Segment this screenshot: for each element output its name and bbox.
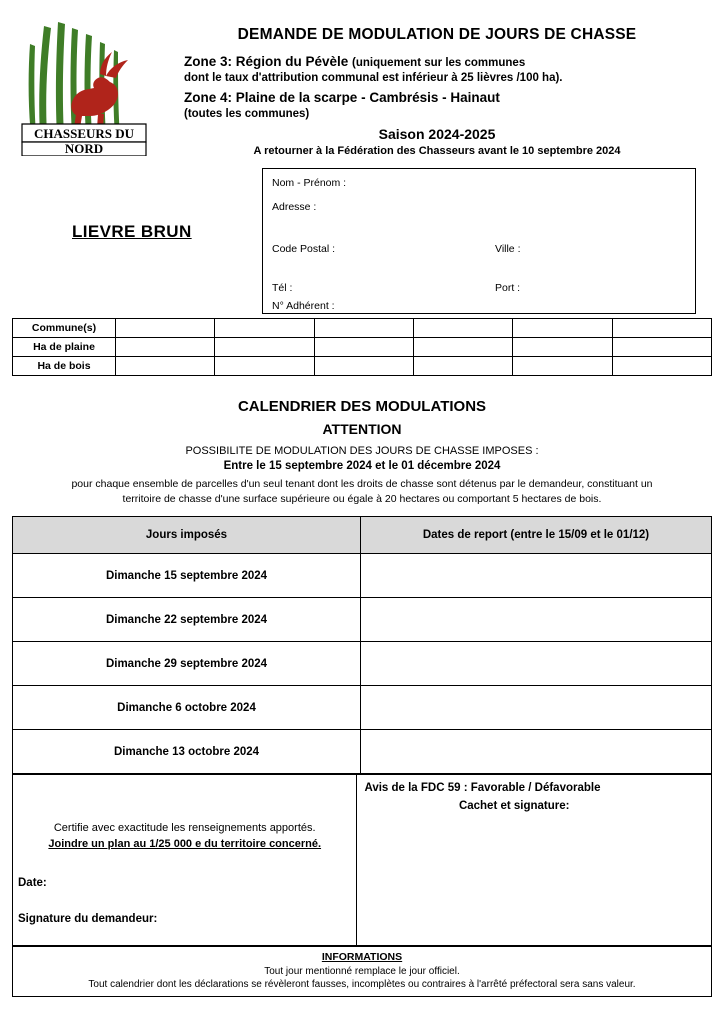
column-header-jours-imposes: Jours imposés — [13, 517, 361, 554]
ha-plaine-cell[interactable] — [314, 338, 413, 357]
date-field-label[interactable]: Date: — [18, 877, 47, 890]
column-header-dates-report: Dates de report (entre le 15/09 et le 01/12) — [361, 517, 712, 554]
imposed-day-cell: Dimanche 13 octobre 2024 — [13, 730, 361, 774]
commune-table — [12, 318, 712, 376]
imposed-day-cell: Dimanche 6 octobre 2024 — [13, 686, 361, 730]
informations-cell — [13, 947, 712, 997]
table-row — [13, 554, 712, 598]
certifie-text: Certifie avec exactitude les renseignements apportés. — [53, 822, 316, 835]
signature-right-cell[interactable] — [357, 775, 712, 946]
ha-plaine-cell[interactable] — [612, 338, 711, 357]
signature-demandeur-label[interactable]: Signature du demandeur: — [18, 913, 158, 926]
imposed-day-cell: Dimanche 29 septembre 2024 — [13, 642, 361, 686]
commune-cell[interactable] — [215, 319, 314, 338]
table-row-ha-bois — [13, 357, 712, 376]
report-date-cell[interactable] — [361, 686, 712, 730]
informations-row — [13, 947, 712, 997]
saison-label: Saison 2024-2025 — [378, 126, 496, 142]
zone4-label: Zone 4: Plaine de la scarpe - Cambrésis - Hainaut — [184, 90, 500, 105]
calendar-attention: ATTENTION — [322, 421, 402, 437]
row-label-ha-bois: Ha de bois — [13, 357, 116, 376]
ha-bois-cell[interactable] — [314, 357, 413, 376]
informations-block — [12, 946, 712, 997]
calendar-entre: Entre le 15 septembre 2024 et le 01 décembre 2024 — [223, 460, 501, 472]
commune-cell[interactable] — [413, 319, 512, 338]
table-row — [13, 642, 712, 686]
joindre-text: Joindre un plan au 1/25 000 e du territoire concerné. — [48, 838, 322, 851]
ha-plaine-cell[interactable] — [513, 338, 612, 357]
logo-line2-text: NORD — [64, 141, 104, 156]
commune-cell[interactable] — [314, 319, 413, 338]
field-nom-prenom[interactable]: Nom - Prénom : — [272, 177, 347, 189]
ha-plaine-cell[interactable] — [116, 338, 215, 357]
row-label-communes: Commune(s) — [13, 319, 116, 338]
identity-box — [262, 168, 696, 314]
field-code-postal[interactable]: Code Postal : — [272, 243, 336, 255]
commune-cell[interactable] — [612, 319, 711, 338]
avis-fdc-text: Avis de la FDC 59 : Favorable / Défavorable — [364, 782, 601, 795]
field-tel[interactable]: Tél : — [272, 282, 293, 294]
signature-left-cell[interactable] — [13, 775, 357, 946]
report-date-cell[interactable] — [361, 730, 712, 774]
informations-line2: Tout calendrier dont les déclarations se révèleront fausses, incomplètes ou contraires à l'arrêté préfectoral sera sans valeur. — [88, 979, 636, 991]
calendar-note-line2: territoire de chasse d'une surface supérieure ou égale à 20 hectares ou comportant 5 hectares de bois. — [122, 493, 602, 506]
report-date-cell[interactable] — [361, 554, 712, 598]
calendar-title: CALENDRIER DES MODULATIONS — [237, 398, 487, 415]
cachet-text: Cachet et signature: — [458, 800, 570, 813]
table-header-row — [13, 517, 712, 554]
ha-plaine-cell[interactable] — [215, 338, 314, 357]
modulation-table — [12, 516, 712, 774]
ha-plaine-cell[interactable] — [413, 338, 512, 357]
ha-bois-cell[interactable] — [612, 357, 711, 376]
ha-bois-cell[interactable] — [215, 357, 314, 376]
informations-line1: Tout jour mentionné remplace le jour officiel. — [264, 966, 460, 978]
species-label: LIEVRE BRUN — [72, 222, 192, 241]
signature-block — [12, 774, 712, 946]
calendar-note-line1: pour chaque ensemble de parcelles d'un seul tenant dont les droits de chasse sont détenus par le demandeur, constituant un — [71, 478, 653, 490]
zone4-note: (toutes les communes) — [184, 108, 310, 120]
report-date-cell[interactable] — [361, 642, 712, 686]
commune-cell[interactable] — [116, 319, 215, 338]
identity-section — [0, 160, 724, 312]
commune-cell[interactable] — [513, 319, 612, 338]
page-title: DEMANDE DE MODULATION DE JOURS DE CHASSE — [237, 26, 637, 43]
informations-title: INFORMATIONS — [321, 951, 403, 964]
zone3-note: (uniquement sur les communes — [352, 57, 526, 69]
ha-bois-cell[interactable] — [116, 357, 215, 376]
ha-bois-cell[interactable] — [513, 357, 612, 376]
zone3-line — [184, 54, 714, 69]
field-adresse[interactable]: Adresse : — [272, 201, 317, 213]
table-row — [13, 730, 712, 774]
chasseurs-du-nord-logo — [14, 16, 154, 156]
calendar-possibilite: POSSIBILITE DE MODULATION DES JOURS DE CHASSE IMPOSES : — [185, 445, 539, 457]
row-label-ha-plaine: Ha de plaine — [13, 338, 116, 357]
zone3-label: Zone 3: Région du Pévèle — [184, 54, 349, 69]
imposed-day-cell: Dimanche 22 septembre 2024 — [13, 598, 361, 642]
table-row — [13, 598, 712, 642]
ha-bois-cell[interactable] — [413, 357, 512, 376]
table-row — [13, 686, 712, 730]
field-port[interactable]: Port : — [495, 282, 521, 294]
table-row-communes — [13, 319, 712, 338]
retour-label: A retourner à la Fédération des Chasseurs avant le 10 septembre 2024 — [253, 145, 621, 157]
report-date-cell[interactable] — [361, 598, 712, 642]
logo-line1-text: CHASSEURS DU — [33, 126, 135, 141]
signature-row — [13, 775, 712, 946]
imposed-day-cell: Dimanche 15 septembre 2024 — [13, 554, 361, 598]
table-row-ha-plaine — [13, 338, 712, 357]
document-header — [0, 0, 724, 160]
field-adherent[interactable]: N° Adhérent : — [272, 300, 335, 312]
header-text-block — [160, 26, 714, 157]
zone3-note2: dont le taux d'attribution communal est inférieur à 25 lièvres /100 ha). — [184, 72, 563, 84]
field-ville[interactable]: Ville : — [495, 243, 521, 255]
